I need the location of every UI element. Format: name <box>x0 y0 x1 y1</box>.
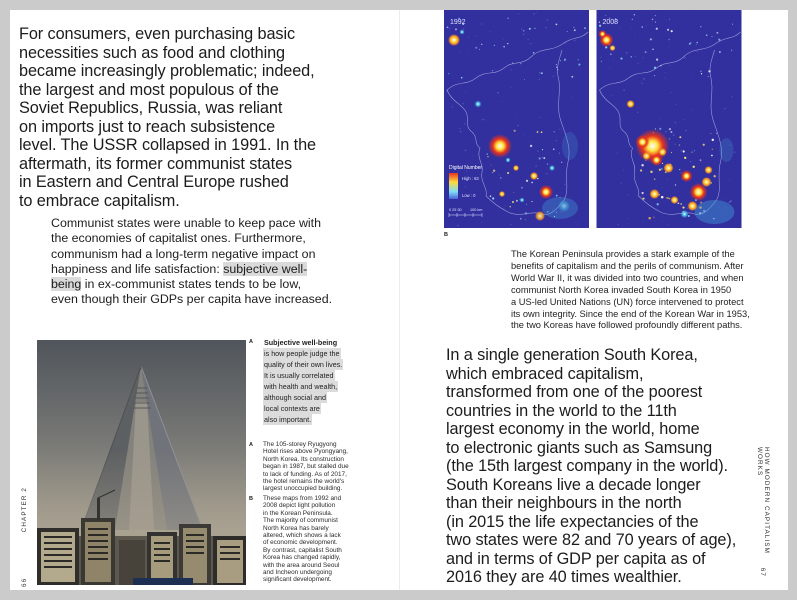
text-line: It is usually correlated <box>264 371 334 380</box>
text-line: to embrace capitalism. <box>19 191 180 210</box>
text-line: the largest and most populous of the <box>19 80 279 99</box>
text-line: The Korean Peninsula provides a stark example of the <box>511 249 735 259</box>
footnote-marker-b: B <box>249 496 253 502</box>
highlighted-term: being <box>51 277 82 292</box>
text-line: aftermath, its former communist states <box>19 154 293 173</box>
text-line: also important. <box>264 415 312 424</box>
text-line: In a single generation South Korea, <box>446 346 698 364</box>
text-line: and in terms of GDP per capita as of <box>446 549 706 568</box>
highlighted-term: subjective well- <box>223 261 308 276</box>
text-line: in Eastern and Central Europe rushed <box>19 173 289 191</box>
text-line: benefits of capitalism and the perils of communism. After <box>511 260 744 271</box>
text-line: in the Korean Peninsula. <box>263 509 333 517</box>
left-page-number: 66 <box>20 577 28 587</box>
book-title-label: HOW MODERN CAPITALISM WORKS <box>756 447 770 554</box>
text-line: the two Koreas have followed profoundly different paths. <box>511 320 743 331</box>
text-line: (in 2015 the life expectancies of the <box>446 512 699 531</box>
text-line: Subjective well-being <box>264 338 338 347</box>
text-line: is how people judge the <box>264 349 340 358</box>
text-line: the economies of capitalist ones. Furthermore, <box>51 231 306 246</box>
right-main-paragraph <box>446 346 736 587</box>
text-line: which embraced capitalism, <box>446 364 644 383</box>
text-line: Soviet Republics, Russia, was reliant <box>19 99 283 117</box>
footnote-marker-a: A <box>249 442 253 448</box>
text-line: countries in the world to the 11th <box>446 401 677 420</box>
text-line: communist North Korea invaded South Korea in 1950 <box>511 284 732 295</box>
svg-text:High : 63: High : 63 <box>462 176 479 181</box>
map-year-label-1992: 1992 <box>450 19 466 26</box>
text-line: to electronic giants such as Samsung <box>446 438 713 457</box>
text-line: level. The USSR collapsed in 1991. In the <box>19 136 316 154</box>
text-line: largest economy in the world, home <box>446 420 700 438</box>
text-line: communism had a long-term negative impact on <box>51 246 316 261</box>
text-line: quality of their own lives. <box>264 360 343 369</box>
text-line: largest unoccupied building. <box>263 485 343 493</box>
text-line: a US-led United Nations (UN) force intervened to protect <box>511 296 744 307</box>
svg-text:0 25 50: 0 25 50 <box>449 208 462 212</box>
text-line: Hotel rises above Pyongyang, <box>263 448 348 456</box>
text-line: and Incheon undergoing <box>263 569 332 577</box>
text-line: to lack of funding. As of 2017, <box>263 470 347 478</box>
chapter-label: CHAPTER 2 <box>20 487 28 533</box>
footnote-a <box>263 441 381 493</box>
text-line: South Koreans live a decade longer <box>446 475 701 494</box>
left-indented-paragraph <box>51 216 332 308</box>
text-line: although social and <box>264 393 326 402</box>
right-margin-vertical-label <box>758 447 768 577</box>
svg-text:100 km: 100 km <box>470 208 483 212</box>
text-line: Korea has changed rapidly, <box>263 554 341 562</box>
right-page-number: 67 <box>759 567 767 577</box>
text-line: became increasingly problematic; indeed, <box>19 62 315 80</box>
text-line: with the area around Seoul <box>263 561 340 569</box>
map-year-label-2008: 2008 <box>602 19 619 26</box>
text-line: began in 1987, but stalled due <box>263 463 349 471</box>
text-line: Communist states were unable to keep pace with <box>51 216 321 230</box>
footnote-b <box>263 495 381 584</box>
text-line: its own integrity. Since the end of the Korean War in 1953, <box>511 308 750 319</box>
text-line: 2008 depict light pollution <box>263 502 336 510</box>
text-line: The 105-storey Ryugyong <box>263 441 337 448</box>
book-spread <box>10 10 788 590</box>
text-line: of economic development. <box>263 539 338 547</box>
text-line: By contrast, capitalist South <box>263 546 342 554</box>
note-marker-a: A <box>249 339 253 345</box>
text-line: even though their GDPs per capita have increased. <box>51 292 333 307</box>
text-line: being in ex-communist states tends to be low, <box>51 277 302 292</box>
left-margin-vertical-label <box>19 487 29 587</box>
text-line: local contexts are <box>264 404 320 413</box>
text-line: than their neighbours in the north <box>446 494 682 512</box>
text-line: two states were 82 and 70 years of age), <box>446 531 737 549</box>
text-line: For consumers, even purchasing basic <box>19 25 296 43</box>
light-pollution-map-2008 <box>596 10 742 228</box>
text-line: North Korea. Its construction <box>263 455 344 463</box>
text-line: The majority of communist <box>263 517 338 525</box>
text-line: with health and wealth, <box>264 382 338 391</box>
text-line: transformed from one of the poorest <box>446 383 703 401</box>
svg-text:Digital Number: Digital Number <box>449 165 483 171</box>
text-line: altered, which shows a lack <box>263 532 341 540</box>
text-line: World War II, it was divided into two countries, and when <box>511 272 744 283</box>
light-pollution-map-1992 <box>444 10 589 228</box>
text-line: on imports just to reach subsistence <box>19 117 276 136</box>
map-figure-marker-b: B <box>444 232 448 238</box>
text-line: North Korea has barely <box>263 524 329 532</box>
text-line: 2016 they are 40 times wealthier. <box>446 568 682 586</box>
maps-caption <box>511 249 771 332</box>
text-line: These maps from 1992 and <box>263 495 342 502</box>
text-line: necessities such as food and clothing <box>19 43 286 62</box>
svg-text:Low : 0: Low : 0 <box>462 193 476 198</box>
left-main-paragraph <box>19 25 316 210</box>
text-line: (the 15th largest company in the world). <box>446 457 728 475</box>
ryugyong-hotel-photo <box>37 340 246 585</box>
page-gutter-line <box>399 10 400 590</box>
sidebar-definition-note <box>263 337 363 425</box>
text-line: the hotel remains the world's <box>263 478 345 486</box>
text-line: significant development. <box>263 576 332 584</box>
text-line: happiness and life satisfaction: subjective well- <box>51 261 308 276</box>
